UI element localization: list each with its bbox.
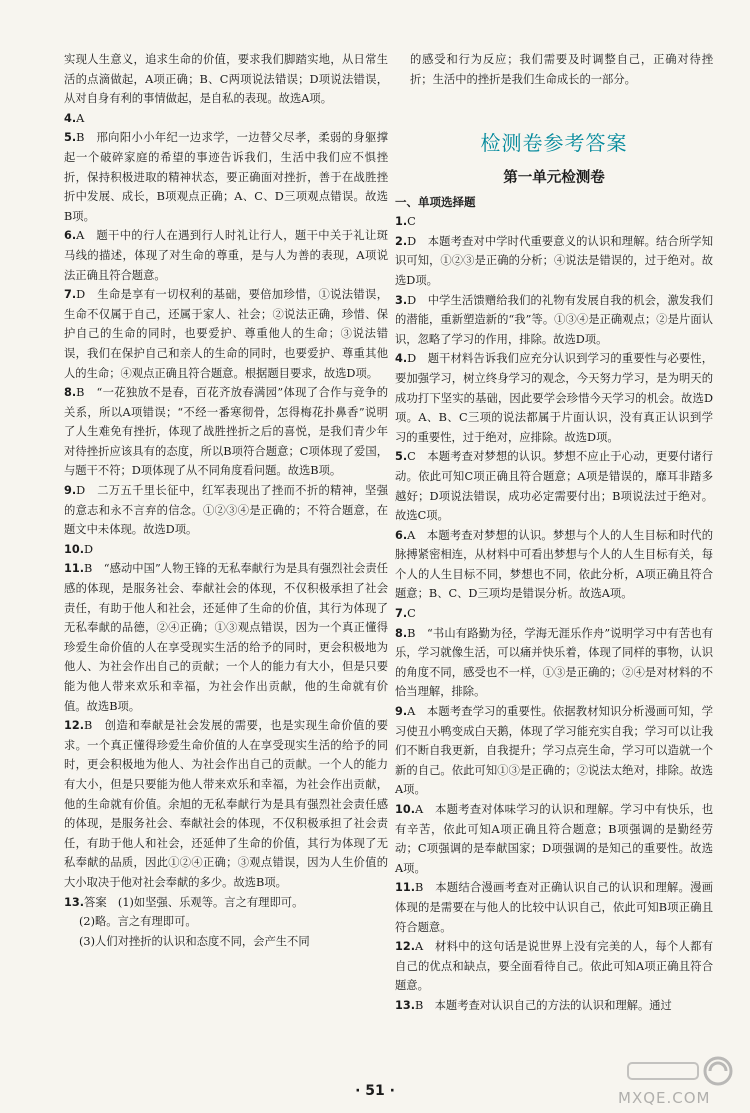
answer-item <box>64 559 388 716</box>
page-number: · 51 · <box>355 1083 395 1099</box>
answer-text: 实现人生意义，追求生命的价值，要求我们脚踏实地，从日常生活的点滴做起，A项正确；B、C两项说法错误；D项说法错误，从对自身有利的事情做起，是自私的表现。故选A项。 <box>64 53 388 106</box>
answer-number: 10. <box>64 542 85 556</box>
answer-text: B 创造和奉献是社会发展的需要，也是实现生命价值的要求。一个真正懂得珍爱生命价值的人在享受现实生活的给予的同时，更会积极地为他人、为社会作出自己的贡献。一个人的能力有大小，但是只要能为他人带来欢乐和幸福，为社会作出贡献，他的生命就有价值。余旭的无私奉献行为是具有强烈社会责任感的体现，是服务社会、奉献社会的体现，不仅积极承担了社会责任，有助于他人和社会，还延伸了生命的价值，其行为体现了无私奉献的品质，因此①②④正确；③观点错误，因为人生价值的大小取决于他对社会奉献的多少。故选B项。 <box>64 719 388 889</box>
section-title: 检测卷参考答案 <box>480 131 628 156</box>
answer-text: D 本题考查对中学时代重要意义的认识和理解。结合所学知识可知，①②③是正确的分析；④说法是错误的，过于绝对。故选D项。 <box>395 234 713 287</box>
answer-text: D <box>84 542 94 556</box>
answer-item <box>64 109 388 129</box>
answer-number: 6. <box>64 229 77 243</box>
answer-text: B 本题结合漫画考查对正确认识自己的认识和理解。漫画体现的是需要在与他人的比较中认识自己，依此可知B项正确且符合题意。 <box>395 881 713 934</box>
answer-text: B “一花独放不是春，百花齐放春满园”体现了合作与竞争的关系，所以A项错误；“不经一番寒彻骨，怎得梅花扑鼻香”说明了人生难免有挫折，体现了战胜挫折之后的喜悦，是我们青少年对待挫折应该具有的态度，所以B项符合题意；C项体现了爱国，与题干不符；D项体现了从不同角度看问题。故选B项。 <box>64 386 388 478</box>
part-label: 一、单项选择题 <box>395 195 476 210</box>
answer-item <box>64 912 388 932</box>
answer-item <box>395 349 713 447</box>
answer-number: 10. <box>395 803 416 816</box>
answer-item <box>395 800 713 878</box>
answer-text: B 邢向阳小小年纪一边求学，一边替父尽孝，柔弱的身躯撑起一个破碎家庭的希望的事迹告诉我们，生活中我们应不惧挫折，保持积极进取的精神状态，要正确面对挫折，善于在战胜挫折中发展、成长，B项观点正确；A、C、D三项观点错误。故选B项。 <box>64 131 388 223</box>
answer-text: B “感动中国”人物王锋的无私奉献行为是具有强烈社会责任感的体现，是服务社会、奉献社会的体现，不仅积极承担了社会责任，有助于他人和社会，还延伸了生命的价值，其行为体现了无私奉献的品德，②④正确；①③观点错误，因为一个真正懂得珍爱生命价值的人在享受现实生活的给予的同时，更会积极地为他人、为社会作出自己的贡献；一个人的能力有大小，但是只要能为他人带来欢乐和幸福，为社会作出贡献，他的生命就有价值。故选B项。 <box>64 562 388 713</box>
answer-item <box>395 212 713 232</box>
answer-item <box>395 996 713 1016</box>
continued-answer-text: 的感受和行为反应；我们需要及时调整自己，正确对待挫折；生活中的挫折是我们生命成长的一部分。 <box>410 53 713 86</box>
answer-item <box>64 932 388 952</box>
answer-text: A 题干中的行人在遇到行人时礼让行人，题干中关于礼让斑马线的描述，体现了对生命的尊重，是与人为善的表现，A项说法正确且符合题意。 <box>64 229 388 282</box>
answer-number: 11. <box>395 881 416 895</box>
answer-item <box>395 526 713 604</box>
answer-text: D 生命是享有一切权利的基础，要倍加珍惜，①说法错误，生命不仅属于自己，还属于家人、社会；②说法正确，珍惜、保护自己的生命的同时，也要爱护、尊重他人的生命；③说法错误，我们在保护自己和亲人的生命的同时，也要爱护、尊重其他人的生命；④观点正确且符合题意。根据题目要求，故选D项。 <box>64 288 388 380</box>
left-column <box>64 50 388 951</box>
answer-number: 5. <box>395 450 408 464</box>
answer-number: 7. <box>64 288 77 302</box>
answer-text: C <box>407 215 416 229</box>
answer-number: 9. <box>64 484 77 498</box>
answer-text: A 本题考查对体味学习的认识和理解。学习中有快乐，也有辛苦，依此可知A项正确且符合题意；B项强调的是勤经劳动；C项强调的是奉献国家；D项强调的是知己的重要性。故选A项。 <box>395 803 713 875</box>
answer-number: 12. <box>64 719 85 733</box>
answer-number: 9. <box>395 705 408 719</box>
answer-text: C 本题考查对梦想的认识。梦想不应止于心动，更要付诸行动。依此可知C项正确且符合题意；A项是错误的，靡耳非踏多越好；D项说法错误，成功必定需要付出；B项说法过于绝对。故选C项。 <box>395 450 713 523</box>
answer-text: D 题干材料告诉我们应充分认识到学习的重要性与必要性，要加强学习，树立终身学习的观念，今天努力学习，是为明天的成功打下坚实的基础，因此要学会珍惜今天学习的机会。故选D项。A、B、C三项的说法都属于片面认识，没有真正认识到学习的重要性，过于绝对，应排除。故选D项。 <box>395 352 713 444</box>
answer-item <box>64 481 388 540</box>
answer-text: D 二万五千里长征中，红军表现出了挫而不折的精神，坚强的意志和永不言弃的信念。①②③④是正确的；不符合题意，在题文中未体现。故选D项。 <box>64 484 388 537</box>
watermark-emblem-icon <box>618 1055 738 1089</box>
answer-text: (3)人们对挫折的认识和态度不同，会产生不同 <box>79 934 310 948</box>
answer-number: 8. <box>64 386 77 400</box>
answer-number: 5. <box>64 131 77 145</box>
answer-item <box>395 604 713 624</box>
answer-text: B “书山有路勤为径，学海无涯乐作舟”说明学习中有苦也有乐，学习就像生活，可以痛并快乐着，体现了同样的事物，认识的角度不同，感受也不一样，①③是正确的；②④是对材料的不恰当理解，排除。 <box>395 626 713 699</box>
answer-number: 11. <box>64 562 85 576</box>
answer-item <box>395 447 713 525</box>
answer-item <box>395 702 713 800</box>
watermark-logo <box>618 1055 738 1107</box>
answer-item <box>395 878 713 937</box>
answer-number: 8. <box>395 626 408 640</box>
answer-text: A 本题考查学习的重要性。依据教材知识分析漫画可知，学习使丑小鸭变成白天鹅，体现了学习能充实自我；学习可以让我们不断自我更新，自我提升；学习点亮生命，学习可以造就一个新的自己。依此可知①③是正确的；②说法太绝对，排除。故选A项。 <box>395 705 713 797</box>
answer-item <box>395 624 713 702</box>
answer-text: C <box>407 607 416 621</box>
answer-text: A 本题考查对梦想的认识。梦想与个人的人生目标和时代的脉搏紧密相连，从材料中可看出梦想与个人的人生目标有关，每个人的人生目标不同，梦想也不同，依此分析，A项正确且符合题意；B、C、D三项均是错误分析。故选A项。 <box>395 528 713 601</box>
answer-item <box>64 50 388 109</box>
answer-text: A 材料中的这句话是说世界上没有完美的人，每个人都有自己的优点和缺点，要全面看待自己。依此可知A项正确且符合题意。 <box>395 940 713 993</box>
watermark-text: MXQE.COM <box>618 1089 711 1107</box>
answer-number: 2. <box>395 234 408 248</box>
answer-text: (2)略。言之有理即可。 <box>79 915 197 929</box>
answer-item <box>64 285 388 383</box>
answer-item <box>64 226 388 285</box>
answer-number: 1. <box>395 215 408 229</box>
answer-number: 13. <box>64 895 85 909</box>
answer-text: A <box>76 111 85 125</box>
answer-text: B 本题考查对认识自己的方法的认识和理解。通过 <box>415 998 672 1012</box>
answer-item <box>64 128 388 226</box>
answer-number: 7. <box>395 607 408 621</box>
answer-item <box>395 232 713 291</box>
answer-number: 12. <box>395 940 416 954</box>
answer-number: 13. <box>395 998 416 1012</box>
answer-number: 3. <box>395 293 408 307</box>
answer-item <box>64 716 388 892</box>
answer-number: 6. <box>395 528 408 542</box>
answer-item <box>395 291 713 350</box>
answer-number: 4. <box>64 111 77 125</box>
unit-title: 第一单元检测卷 <box>503 170 605 187</box>
answer-number: 4. <box>395 352 408 366</box>
answer-item <box>395 937 713 996</box>
right-column <box>395 50 713 1016</box>
right-answer-list <box>395 212 713 1015</box>
answer-item <box>64 893 388 913</box>
answer-item <box>64 383 388 481</box>
answer-item <box>64 540 388 560</box>
answer-text: D 中学生活馈赠给我们的礼物有发展自我的机会，激发我们的潜能，重新塑造新的“我”等。①③④是正确观点；②是片面认识，忽略了学习的作用，排除。故选D项。 <box>395 293 713 346</box>
answer-text: 答案 (1)如坚强、乐观等。言之有理即可。 <box>84 895 304 909</box>
